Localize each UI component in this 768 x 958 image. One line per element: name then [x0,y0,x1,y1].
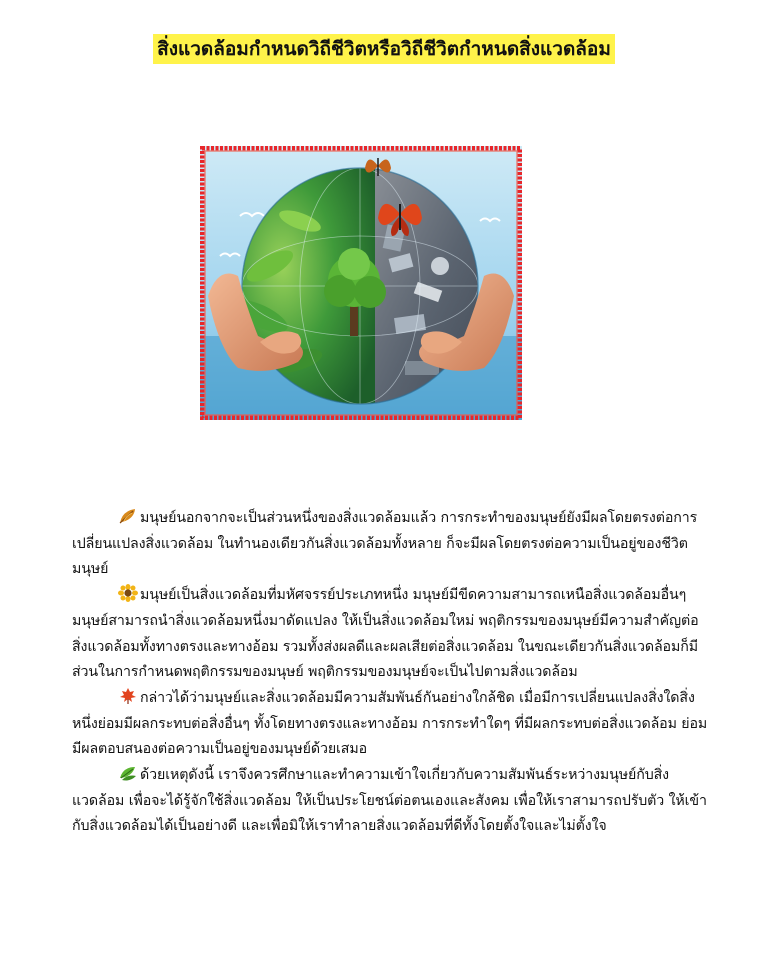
maple-leaf-icon [118,687,138,705]
page-title: สิ่งแวดล้อมกำหนดวิถีชีวิตหรือวิถีชีวิตกำหนดสิ่งแวดล้อม [153,34,615,64]
paragraph-text: มนุษย์นอกจากจะเป็นส่วนหนึ่งของสิ่งแวดล้อมแล้ว การกระทำของมนุษย์ยังมีผลโดยตรงต่อการเปลี่ยนแปลงสิ่งแวดล้อม ในทำนองเดียวกันสิ่งแวดล้อมทั้งหลาย ก็จะมีผลโดยตรงต่อความเป็นอยู่ของชีวิตมนุษย์ [72,510,698,578]
paragraph [72,583,712,686]
paragraph-text: กล่าวได้ว่ามนุษย์และสิ่งแวดล้อมมีความสัมพันธ์กันอย่างใกล้ชิด เมื่อมีการเปลี่ยนแปลงสิ่งใดสิ่งหนึ่งย่อมมีผลกระทบต่อสิ่งอื่นๆ ทั้งโดยทางตรงและทางอ้อม การกระทำใดๆ ที่มีผลกระทบต่อสิ่งแวดล้อม ย่อมมีผลตอบสนองต่อความเป็นอยู่ของมนุษย์ด้วยเสมอ [72,689,708,758]
hero-image [200,146,522,420]
paragraph-text: มนุษย์เป็นสิ่งแวดล้อมที่มหัศจรรย์ประเภทหนึ่ง มนุษย์มีขีดความสามารถเหนือสิ่งแวดล้อมอื่นๆ มนุษย์สามารถนำสิ่งแวดล้อมหนึ่งมาดัดแปลง ให้เป็นสิ่งแวดล้อมใหม่ พฤติกรรมของมนุษย์มีความสำคัญต่อสิ่งแวดล้อมทั้งทางตรงและทางอ้อม รวมทั้งส่งผลดีและผลเสียต่อสิ่งแวดล้อม ในขณะเดียวกันสิ่งแวดล้อมก็มีส่วนในการกำหนดพฤติกรรมของมนุษย์ พฤติกรรมของมนุษย์จะเป็นไปตามสิ่งแวดล้อม [72,587,699,681]
autumn-leaf-icon [118,507,138,525]
paragraph-text: ด้วยเหตุดังนี้ เราจึงควรศึกษาและทำความเข้าใจเกี่ยวกับความสัมพันธ์ระหว่างมนุษย์กับสิ่งแวดล้อม เพื่อจะได้รู้จักใช้สิ่งแวดล้อม ให้เป็นประโยชน์ต่อตนเองและสังคม เพื่อให้เราสามารถปรับตัว ให้เข้ากับสิ่งแวดล้อมได้เป็นอย่างดี และเพื่อมิให้เราทำลายสิ่งแวดล้อมที่ดีทั้งโดยตั้งใจและไม่ตั้งใจ [72,767,707,835]
paragraph [72,686,712,763]
paragraph [72,763,712,840]
article-body [72,506,712,840]
green-leaves-icon [118,764,138,782]
paragraph [72,506,712,583]
title-container [0,34,768,64]
sunflower-icon [118,584,138,602]
